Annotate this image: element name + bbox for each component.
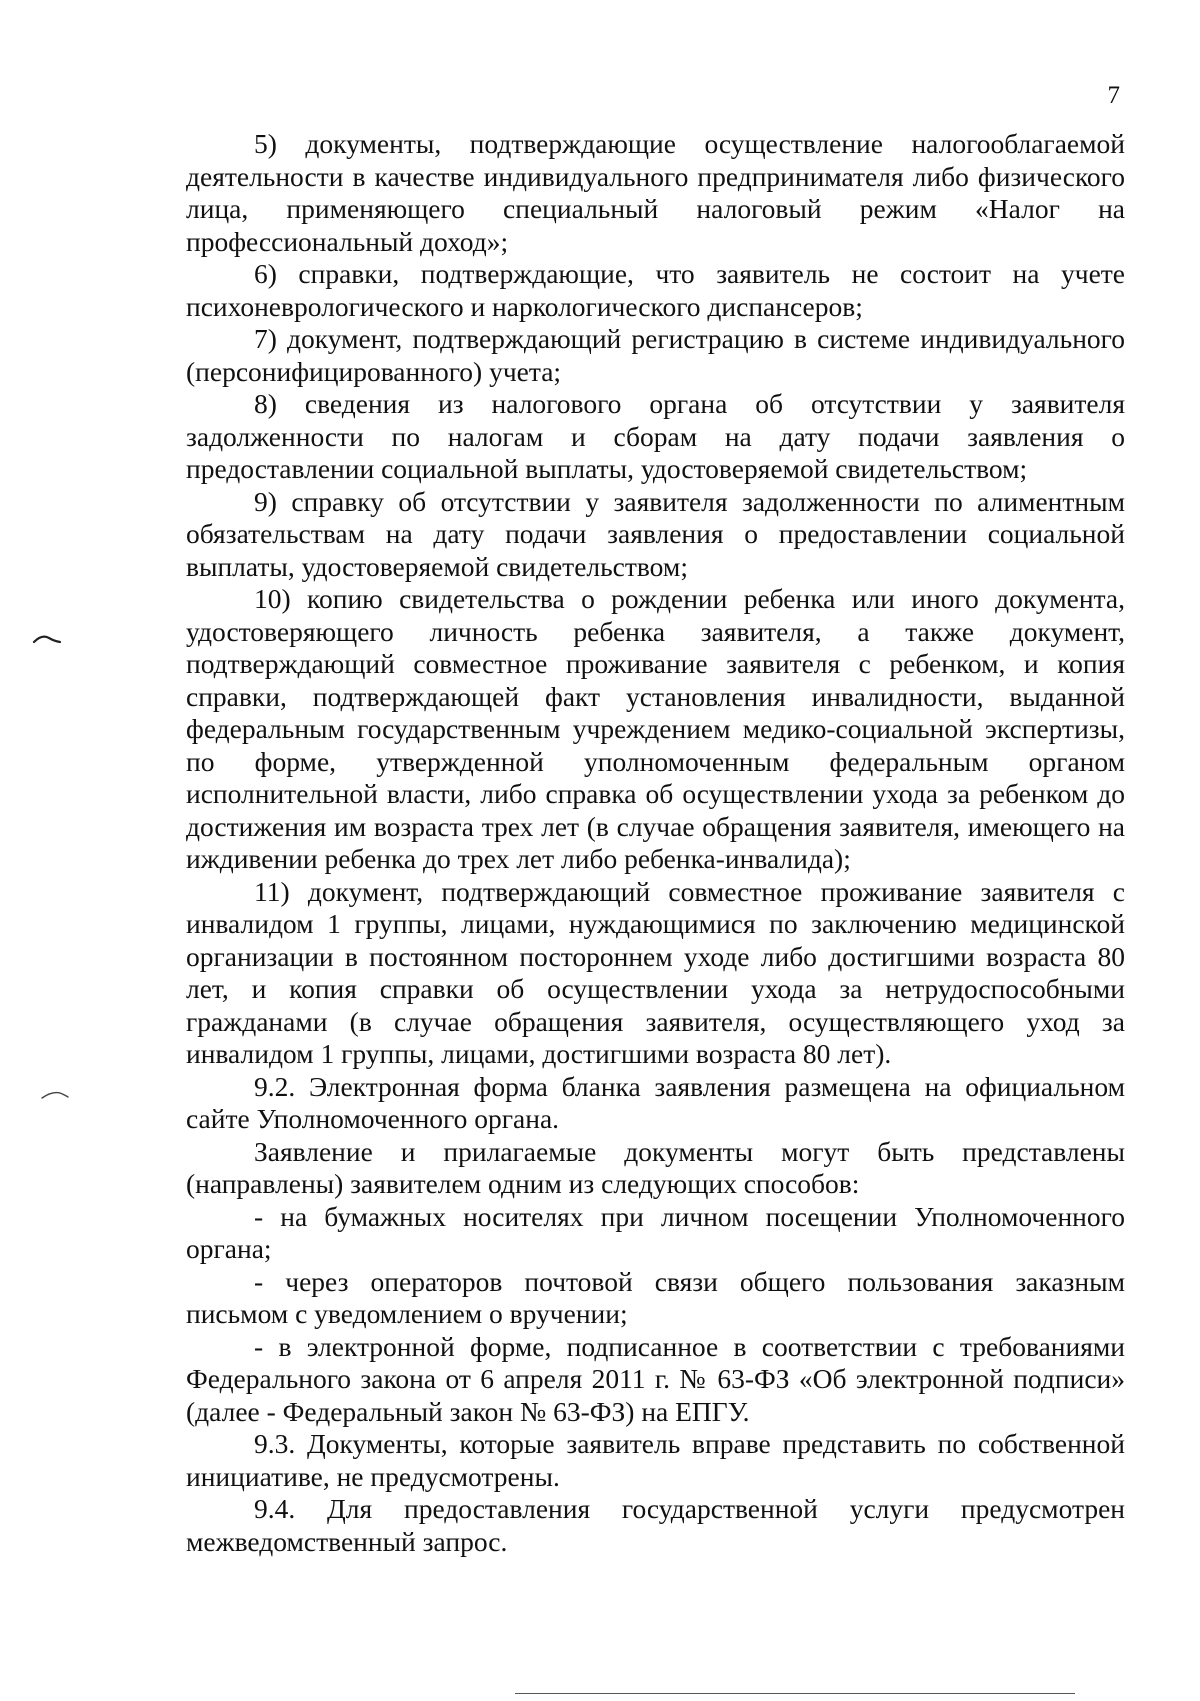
document-body (186, 128, 1125, 1558)
clause-9-4: 9.4. Для предоставления государственной услуги предусмотрен межведомственный запрос. (186, 1493, 1125, 1557)
method-paper: - на бумажных носителях при личном посещении Уполномоченного органа; (186, 1200, 1125, 1264)
list-item-10: 10) копию свидетельства о рождении ребенка или иного документа, удостоверяющего личность ребенка заявителя, а также документ, подтверждающий совместное проживание заявителя с ребенком, и копия справки, подтверждающей факт установления инвалидности, выданной федеральным государственным учреждением медико-социальной экспертизы, по форме, утвержденной уполномоченным федеральным органом исполнительной власти, либо справка об осуществлении ухода за ребенком до достижения им возраста трех лет (в случае обращения заявителя, имеющего на иждивении ребенка до трех лет либо ребенка-инвалида); (186, 583, 1125, 874)
binding-hole-mark-top (32, 632, 62, 646)
method-electronic: - в электронной форме, подписанное в соответствии с требованиями Федерального закона от 6 апреля 2011 г. № 63-ФЗ «Об электронной подписи» (далее - Федеральный закон № 63-ФЗ) на ЕПГУ. (186, 1330, 1125, 1427)
list-item-9: 9) справку об отсутствии у заявителя задолженности по алиментным обязательствам на дату подачи заявления о предоставлении социальной выплаты, удостоверяемой свидетельством; (186, 485, 1125, 582)
method-post: - через операторов почтовой связи общего пользования заказным письмом с уведомлением о вручении; (186, 1265, 1125, 1329)
binding-hole-mark-bottom (40, 1088, 70, 1102)
list-item-7: 7) документ, подтверждающий регистрацию в системе индивидуального (персонифицированного) учета; (186, 323, 1125, 387)
page-number: 7 (1107, 82, 1120, 109)
list-item-11: 11) документ, подтверждающий совместное проживание заявителя с инвалидом 1 группы, лицами, нуждающимися по заключению медицинской организации в постоянном постороннем уходе либо достигшими возраста 80 лет, и копия справки об осуществлении ухода за нетрудоспособными гражданами (в случае обращения заявителя, осуществляющего уход за инвалидом 1 группы, лицами, достигшими возраста 80 лет). (186, 875, 1125, 1069)
clause-9-3: 9.3. Документы, которые заявитель вправе представить по собственной инициативе, не предусмотрены. (186, 1428, 1125, 1492)
list-item-8: 8) сведения из налогового органа об отсутствии у заявителя задолженности по налогам и сборам на дату подачи заявления о предоставлении социальной выплаты, удостоверяемой свидетельством; (186, 388, 1125, 484)
clause-9-2: 9.2. Электронная форма бланка заявления размещена на официальном сайте Уполномоченного органа. (186, 1070, 1125, 1134)
list-item-6: 6) справки, подтверждающие, что заявитель не состоит на учете психоневрологического и наркологического диспансеров; (186, 258, 1125, 322)
bottom-edge-line (515, 1693, 1075, 1694)
list-item-5: 5) документы, подтверждающие осуществление налогооблагаемой деятельности в качестве индивидуального предпринимателя либо физического лица, применяющего специальный налоговый режим «Налог на профессиональный доход»; (186, 128, 1125, 257)
submission-methods-intro: Заявление и прилагаемые документы могут быть представлены (направлены) заявителем одним из следующих способов: (186, 1135, 1125, 1199)
